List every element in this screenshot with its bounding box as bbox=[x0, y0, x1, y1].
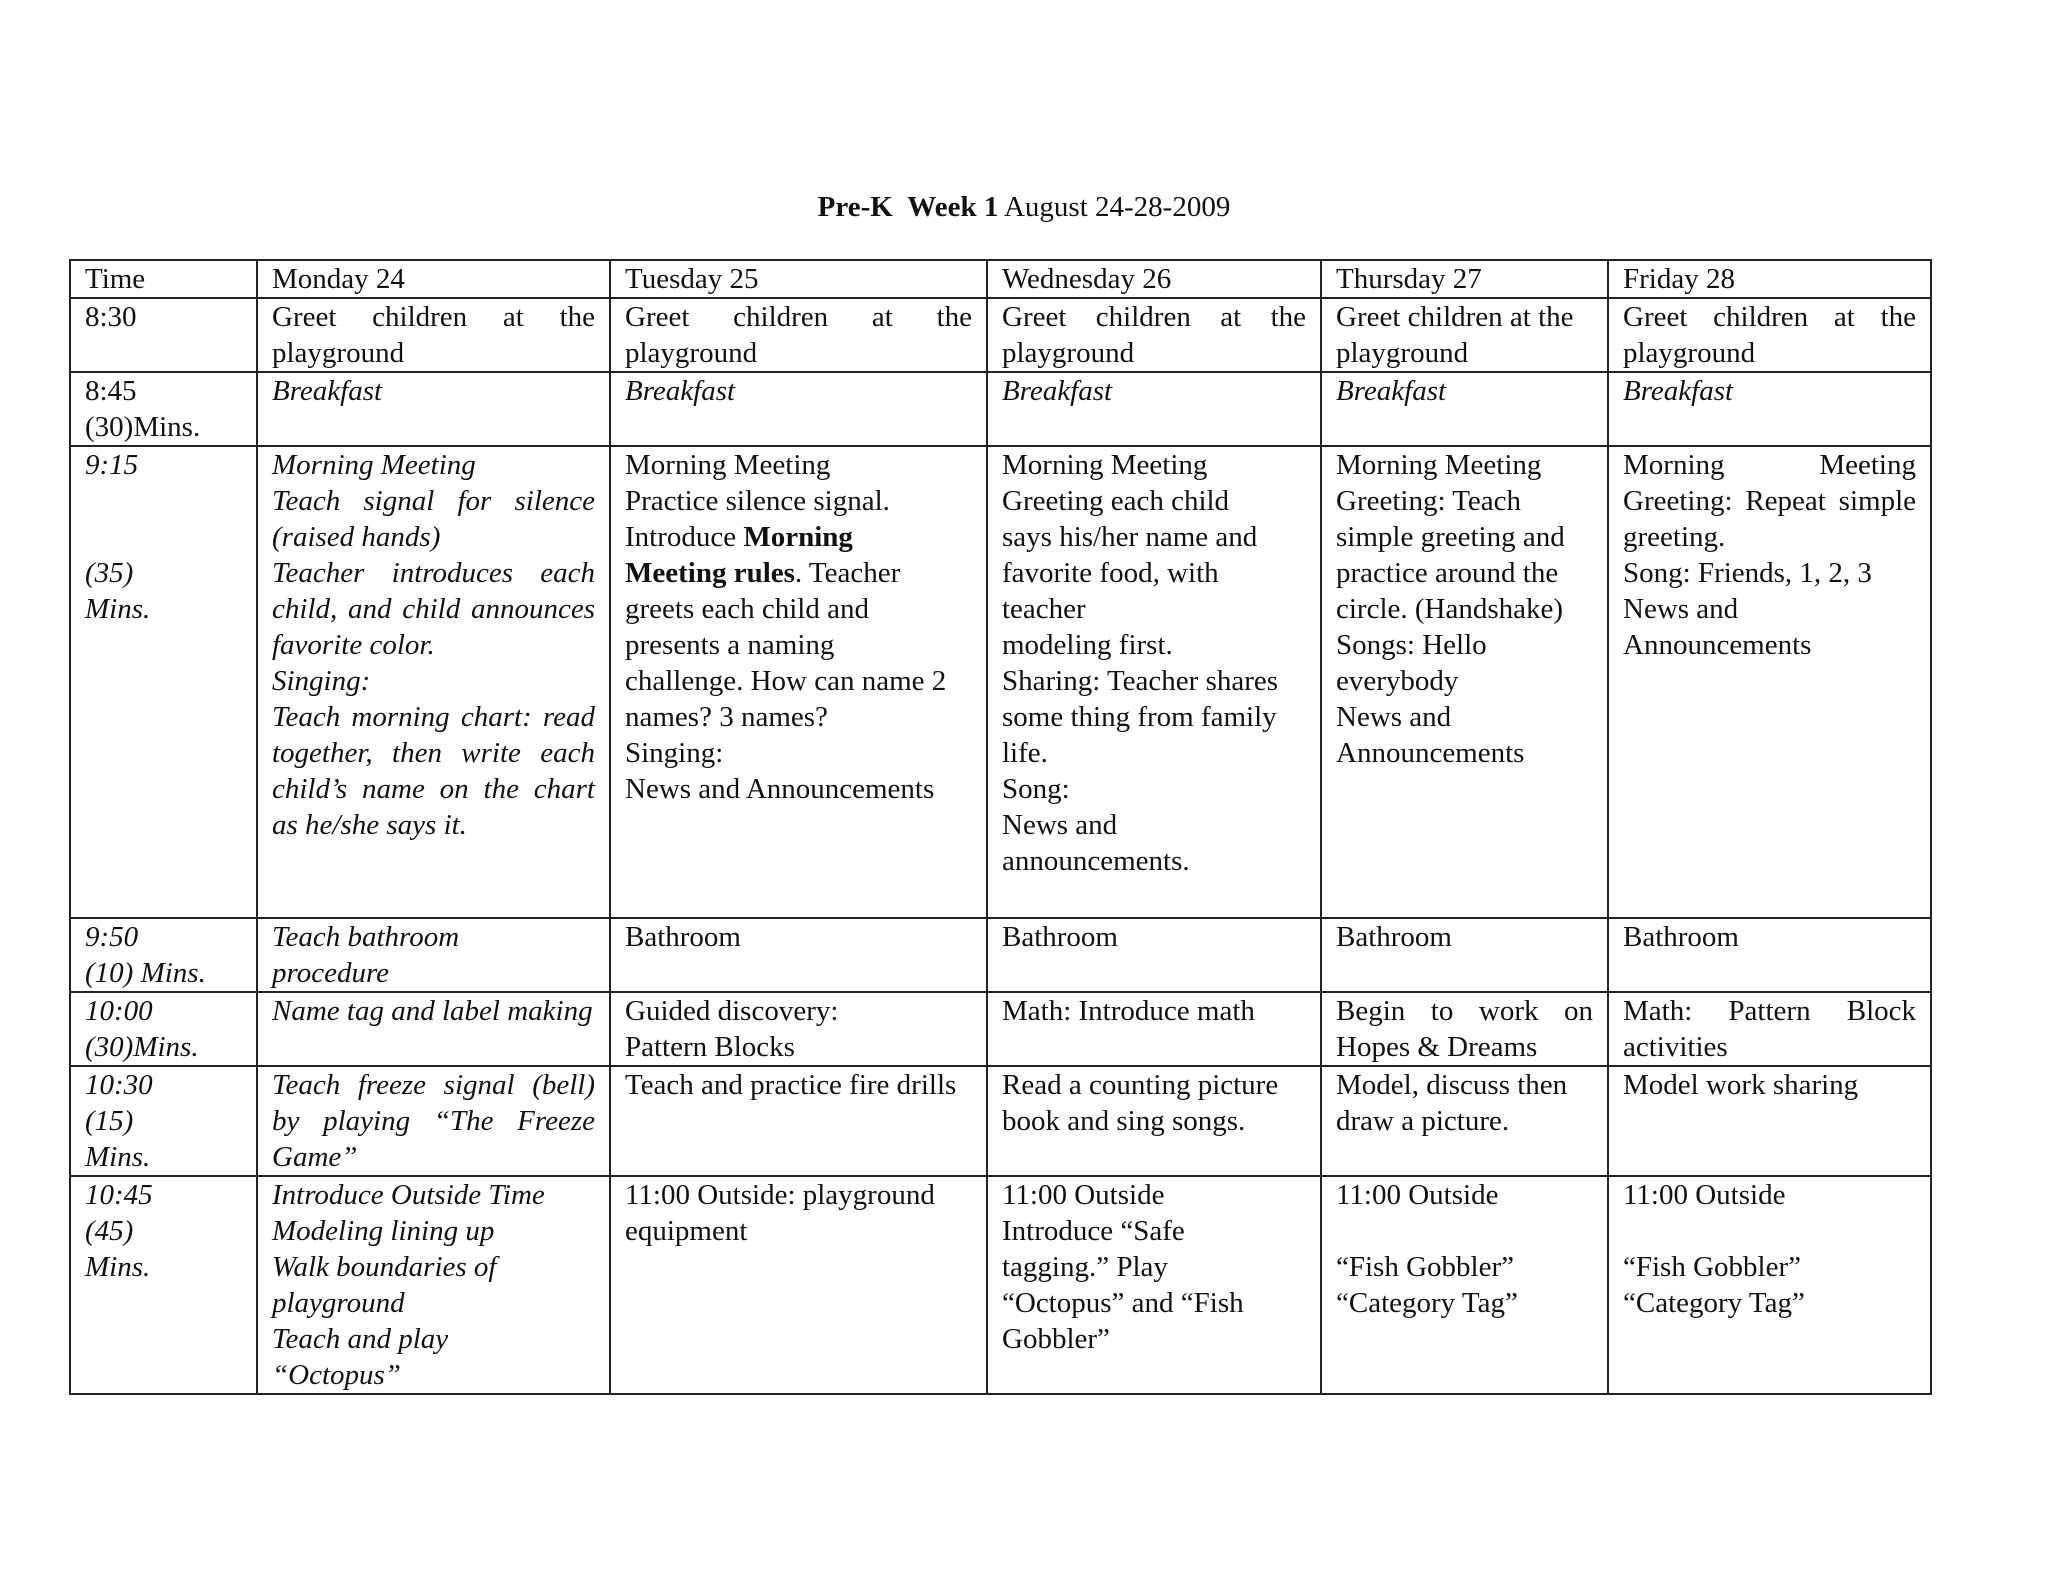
monday-cell: Teach freeze signal (bell) by playing “The Freeze Game” bbox=[257, 1066, 610, 1176]
tuesday-cell: Breakfast bbox=[610, 372, 987, 446]
monday-cell: Breakfast bbox=[257, 372, 610, 446]
monday-cell: Morning Meeting Teach signal for silence (raised hands) Teacher introduces each child, and child announces favorite color. Singing: Teach morning chart: read together, then write each child’s name on the chart as he/she says it. bbox=[257, 446, 610, 918]
monday-cell: Name tag and label making bbox=[257, 992, 610, 1066]
time-cell: 8:45 (30)Mins. bbox=[70, 372, 257, 446]
tuesday-text-bold: Morning Meeting rules bbox=[625, 521, 853, 589]
header-thursday: Thursday 27 bbox=[1321, 260, 1608, 298]
wednesday-cell: Greet children at the playground bbox=[987, 298, 1321, 372]
time-cell: 10:00 (30)Mins. bbox=[70, 992, 257, 1066]
table-row bbox=[70, 992, 1931, 1066]
table-row bbox=[70, 446, 1931, 918]
friday-cell bbox=[1608, 446, 1931, 918]
friday-cell: 11:00 Outside “Fish Gobbler” “Category Tag” bbox=[1608, 1176, 1931, 1394]
wednesday-cell: Bathroom bbox=[987, 918, 1321, 992]
table-row bbox=[70, 372, 1931, 446]
wednesday-cell: Morning Meeting Greeting each child says his/her name and favorite food, with teacher modeling first. Sharing: Teacher shares some thing from family life. Song: News and announcements. bbox=[987, 446, 1321, 918]
thursday-cell: Greet children at the playground bbox=[1321, 298, 1608, 372]
title-prek: Pre-K bbox=[817, 191, 893, 223]
schedule-table bbox=[69, 259, 1932, 1395]
wednesday-cell: Math: Introduce math bbox=[987, 992, 1321, 1066]
tuesday-cell: 11:00 Outside: playground equipment bbox=[610, 1176, 987, 1394]
thursday-cell: Begin to work on Hopes & Dreams bbox=[1321, 992, 1608, 1066]
table-row bbox=[70, 298, 1931, 372]
tuesday-cell: Teach and practice fire drills bbox=[610, 1066, 987, 1176]
page-title bbox=[0, 188, 2048, 226]
tuesday-text-a: Morning Meeting Practice silence signal. Introduce bbox=[625, 449, 890, 553]
table-row bbox=[70, 1066, 1931, 1176]
wednesday-cell: Read a counting picture book and sing songs. bbox=[987, 1066, 1321, 1176]
title-week: Week 1 bbox=[907, 191, 999, 223]
time-cell: 9:15 (35) Mins. bbox=[70, 446, 257, 918]
thursday-cell: 11:00 Outside “Fish Gobbler” “Category Tag” bbox=[1321, 1176, 1608, 1394]
title-dates: August 24-28-2009 bbox=[1003, 191, 1231, 223]
time-cell: 10:45 (45) Mins. bbox=[70, 1176, 257, 1394]
header-row bbox=[70, 260, 1931, 298]
friday-cell: Math: Pattern Block activities bbox=[1608, 992, 1931, 1066]
friday-cell: Bathroom bbox=[1608, 918, 1931, 992]
time-cell: 10:30 (15) Mins. bbox=[70, 1066, 257, 1176]
header-friday: Friday 28 bbox=[1608, 260, 1931, 298]
tuesday-cell: Guided discovery: Pattern Blocks bbox=[610, 992, 987, 1066]
friday-cell: Greet children at the playground bbox=[1608, 298, 1931, 372]
time-cell: 9:50 (10) Mins. bbox=[70, 918, 257, 992]
monday-cell: Introduce Outside Time Modeling lining up Walk boundaries of playground Teach and play “Octopus” bbox=[257, 1176, 610, 1394]
thursday-cell: Bathroom bbox=[1321, 918, 1608, 992]
thursday-cell: Model, discuss then draw a picture. bbox=[1321, 1066, 1608, 1176]
time-cell: 8:30 bbox=[70, 298, 257, 372]
tuesday-cell bbox=[610, 446, 987, 918]
wednesday-cell: Breakfast bbox=[987, 372, 1321, 446]
friday-cell: Breakfast bbox=[1608, 372, 1931, 446]
header-time: Time bbox=[70, 260, 257, 298]
monday-cell: Greet children at the playground bbox=[257, 298, 610, 372]
header-tuesday: Tuesday 25 bbox=[610, 260, 987, 298]
thursday-cell: Morning Meeting Greeting: Teach simple greeting and practice around the circle. (Handshake) Songs: Hello everybody News and Announcements bbox=[1321, 446, 1608, 918]
friday-text-b: Song: Friends, 1, 2, 3 News and Announcements bbox=[1623, 557, 1872, 661]
table-row bbox=[70, 1176, 1931, 1394]
header-wednesday: Wednesday 26 bbox=[987, 260, 1321, 298]
wednesday-cell: 11:00 Outside Introduce “Safe tagging.” Play “Octopus” and “Fish Gobbler” bbox=[987, 1176, 1321, 1394]
monday-cell: Teach bathroom procedure bbox=[257, 918, 610, 992]
friday-cell: Model work sharing bbox=[1608, 1066, 1931, 1176]
tuesday-text-c: . Teacher greets each child and presents a naming challenge. How can name 2 names? 3 names? Singing: News and Announcements bbox=[625, 557, 947, 805]
tuesday-cell: Bathroom bbox=[610, 918, 987, 992]
thursday-cell: Breakfast bbox=[1321, 372, 1608, 446]
tuesday-cell: Greet children at the playground bbox=[610, 298, 987, 372]
header-monday: Monday 24 bbox=[257, 260, 610, 298]
table-row bbox=[70, 918, 1931, 992]
friday-text-a: Morning Meeting Greeting: Repeat simple greeting. bbox=[1623, 449, 1916, 553]
